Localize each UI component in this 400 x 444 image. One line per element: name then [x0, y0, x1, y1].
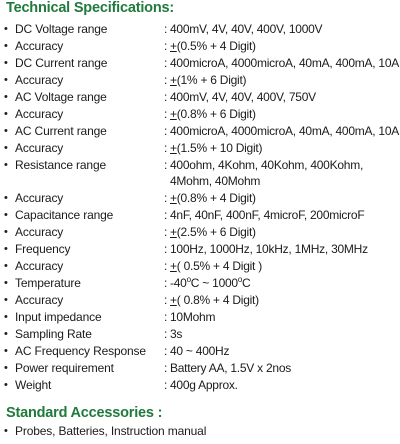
- bullet-icon: •: [4, 56, 8, 69]
- spec-colon: :: [164, 191, 168, 206]
- plus-minus-icon: +: [170, 259, 177, 274]
- spec-value-text: 4Mohm, 40Mohm: [170, 174, 261, 189]
- spec-row: [0, 106, 400, 123]
- bullet-icon: •: [4, 209, 8, 222]
- spec-value: [170, 292, 259, 309]
- spec-colon: :: [164, 55, 168, 70]
- spec-value-text: ( 0.5% + 4 Digit ): [176, 259, 262, 274]
- spec-label: Capacitance range: [15, 208, 114, 223]
- spec-value-text: 100Hz, 1000Hz, 10kHz, 1MHz, 30MHz: [170, 242, 368, 257]
- spec-value: [170, 343, 229, 360]
- spec-label: Weight: [15, 377, 52, 392]
- spec-value: [170, 377, 238, 394]
- bullet-icon: •: [4, 141, 8, 154]
- bullet-icon: •: [4, 107, 8, 120]
- spec-colon: :: [164, 208, 168, 223]
- spec-value: [170, 207, 364, 224]
- spec-row: [0, 258, 400, 275]
- spec-value: [170, 224, 256, 241]
- bullet-icon: •: [4, 361, 8, 374]
- standard-accessories-heading: Standard Accessories :: [6, 405, 163, 421]
- bullet-icon: •: [4, 23, 8, 35]
- bullet-icon: •: [4, 226, 8, 239]
- bullet-icon: •: [4, 73, 8, 86]
- spec-row: [0, 207, 400, 224]
- spec-value: [170, 157, 363, 191]
- spec-value-text: C ~ 1000: [190, 276, 238, 291]
- spec-row: [0, 360, 400, 377]
- spec-value: [170, 258, 262, 275]
- spec-value-text: (0.8% + 4 Digit): [176, 191, 256, 206]
- plus-minus-icon: +: [170, 293, 177, 308]
- plus-minus-icon: +: [170, 72, 177, 87]
- spec-row: [0, 140, 400, 157]
- spec-value: [170, 55, 399, 72]
- spec-label: Power requirement: [15, 360, 114, 375]
- plus-minus-icon: +: [170, 106, 177, 121]
- spec-colon: :: [164, 360, 168, 375]
- bullet-icon: •: [4, 378, 8, 391]
- spec-row: [0, 241, 400, 258]
- spec-value: [170, 72, 246, 89]
- spec-colon: :: [164, 326, 168, 341]
- spec-value: [170, 190, 256, 207]
- spec-colon: :: [164, 106, 168, 121]
- spec-label: Accuracy: [15, 259, 64, 274]
- spec-row: [0, 343, 400, 360]
- bullet-icon: •: [4, 260, 8, 273]
- spec-value: [170, 140, 262, 157]
- spec-row: [0, 72, 400, 89]
- degree-icon: o: [237, 275, 243, 285]
- spec-value: [170, 241, 368, 258]
- spec-row: [0, 377, 400, 394]
- spec-label: Frequency: [15, 242, 71, 257]
- spec-value-text: 400mV, 4V, 40V, 400V, 750V: [170, 89, 316, 104]
- spec-row: [0, 275, 400, 292]
- spec-value-text: ( 0.8% + 4 Digit): [176, 293, 259, 308]
- spec-value-text: 400ohm, 4Kohm, 40Kohm, 400Kohm,: [170, 157, 364, 172]
- spec-row: [0, 38, 400, 55]
- bullet-icon: •: [4, 277, 8, 290]
- spec-colon: :: [164, 22, 168, 36]
- spec-row: [0, 326, 400, 343]
- spec-colon: :: [164, 157, 168, 172]
- spec-value: [170, 326, 182, 343]
- technical-specifications-heading: Technical Specifications:: [6, 0, 174, 16]
- accessories-list: [0, 423, 400, 440]
- spec-colon: :: [164, 293, 168, 308]
- plus-minus-icon: +: [170, 191, 177, 206]
- bullet-icon: •: [4, 192, 8, 205]
- spec-colon: :: [164, 259, 168, 274]
- accessory-item: [0, 423, 400, 440]
- spec-value-text: 3s: [170, 326, 183, 341]
- spec-value: [170, 21, 322, 38]
- spec-colon: :: [164, 38, 168, 53]
- spec-row: [0, 309, 400, 326]
- spec-label: Temperature: [15, 276, 81, 291]
- spec-value-text: 400mV, 4V, 40V, 400V, 1000V: [170, 22, 323, 36]
- spec-value-text: -40: [170, 276, 187, 291]
- spec-value-text: 400microA, 4000microA, 40mA, 400mA, 10A: [170, 123, 400, 138]
- spec-value-text: 10Mohm: [170, 309, 216, 324]
- bullet-icon: •: [4, 294, 8, 307]
- spec-value-text: (0.5% + 4 Digit): [176, 38, 256, 53]
- spec-colon: :: [164, 225, 168, 240]
- spec-value: [170, 360, 291, 377]
- spec-row: [0, 123, 400, 140]
- spec-label: Accuracy: [15, 225, 64, 240]
- accessory-text: Probes, Batteries, Instruction manual: [15, 424, 207, 438]
- spec-value-text: (1.5% + 10 Digit): [176, 140, 263, 155]
- spec-colon: :: [164, 89, 168, 104]
- spec-value-text: 4nF, 40nF, 400nF, 4microF, 200microF: [170, 208, 365, 223]
- bullet-icon: •: [4, 124, 8, 137]
- spec-row: [0, 157, 400, 191]
- spec-row: [0, 292, 400, 309]
- spec-value-text: 40 ~ 400Hz: [170, 343, 230, 358]
- spec-label: DC Voltage range: [15, 22, 108, 36]
- spec-label: Accuracy: [15, 38, 64, 53]
- bullet-icon: •: [4, 310, 8, 323]
- spec-colon: :: [164, 343, 168, 358]
- spec-value: [170, 89, 316, 106]
- specification-list: [0, 21, 400, 394]
- spec-value-text: (0.8% + 6 Digit): [176, 106, 256, 121]
- bullet-icon: •: [4, 39, 8, 52]
- bullet-icon: •: [4, 243, 8, 256]
- spec-colon: :: [164, 276, 168, 291]
- spec-value: [170, 123, 399, 140]
- bullet-icon: •: [4, 344, 8, 357]
- spec-value: [170, 106, 256, 123]
- spec-value-text: C: [242, 276, 251, 291]
- spec-colon: :: [164, 242, 168, 257]
- spec-value: [170, 309, 215, 326]
- spec-value-text: Battery AA, 1.5V x 2nos: [170, 360, 291, 375]
- degree-icon: o: [186, 275, 191, 285]
- spec-value-text: (2.5% + 6 Digit): [176, 225, 256, 240]
- spec-row: [0, 224, 400, 241]
- spec-label: Accuracy: [15, 293, 64, 308]
- plus-minus-icon: +: [170, 140, 177, 155]
- spec-row: [0, 89, 400, 106]
- spec-colon: :: [164, 72, 168, 87]
- spec-value-text: (1% + 6 Digit): [176, 72, 247, 87]
- bullet-icon: •: [4, 90, 8, 103]
- spec-value: [170, 275, 250, 292]
- spec-label: Accuracy: [15, 72, 64, 87]
- spec-label: Accuracy: [15, 140, 64, 155]
- spec-label: AC Voltage range: [15, 89, 107, 104]
- plus-minus-icon: +: [170, 38, 177, 53]
- spec-label: Input impedance: [15, 309, 102, 324]
- plus-minus-icon: +: [170, 225, 177, 240]
- spec-row: [0, 21, 400, 38]
- spec-colon: :: [164, 309, 168, 324]
- spec-colon: :: [164, 123, 168, 138]
- spec-row: [0, 190, 400, 207]
- bullet-icon: •: [4, 327, 8, 340]
- spec-row: [0, 55, 400, 72]
- spec-label: AC Current range: [15, 123, 107, 138]
- spec-colon: :: [164, 377, 168, 392]
- bullet-icon: •: [4, 425, 8, 437]
- spec-value-text: 400microA, 4000microA, 40mA, 400mA, 10A: [170, 55, 400, 70]
- spec-label: Resistance range: [15, 157, 106, 172]
- bullet-icon: •: [4, 158, 8, 171]
- spec-label: Accuracy: [15, 106, 64, 121]
- spec-label: AC Frequency Response: [15, 343, 146, 358]
- spec-label: Accuracy: [15, 191, 64, 206]
- spec-label: DC Current range: [15, 55, 108, 70]
- spec-value: [170, 38, 256, 55]
- spec-value-text: 400g Approx.: [170, 377, 238, 392]
- spec-label: Sampling Rate: [15, 326, 92, 341]
- spec-colon: :: [164, 140, 168, 155]
